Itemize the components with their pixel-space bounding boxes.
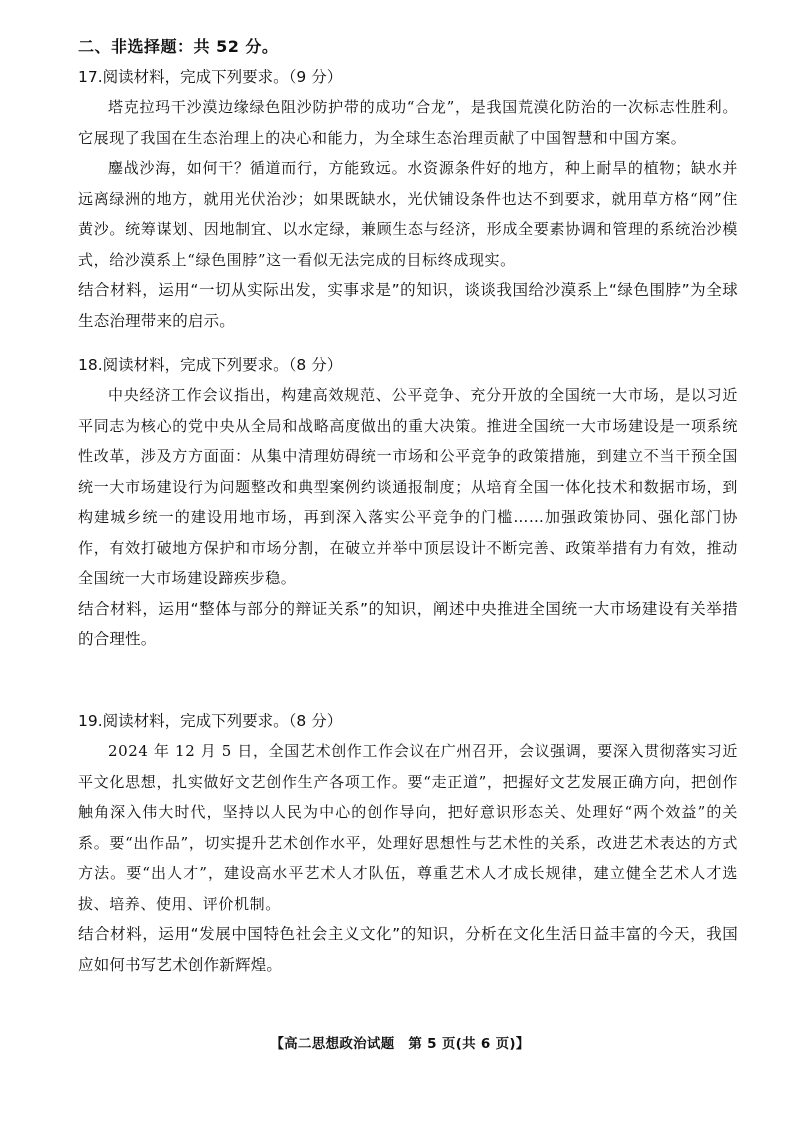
material-paragraph: 鏖战沙海，如何干？循道而行，方能致远。水资源条件好的地方，种上耐旱的植物；缺水并远离绿洲的地方，就用光伏治沙；如果既缺水，光伏铺设条件也达不到要求，就用草方格“网”住黄沙。统筹谋划、因地制宜、以水定绿，兼顾生态与经济，形成全要素协调和管理的系统治沙模式，给沙漠系上“绿色围脖”这一看似无法完成的目标终成现实。: [78, 159, 738, 269]
question-title: 19.阅读材料，完成下列要求。（8 分）: [78, 712, 343, 730]
material-paragraph: 2024 年 12 月 5 日，全国艺术创作工作会议在广州召开，会议强调，要深入贯彻落实习近平文化思想，扎实做好文艺创作生产各项工作。要“走正道”，把握好文艺发展正确方向，把创作触角深入伟大时代，坚持以人民为中心的创作导向，把好意识形态关、处理好“两个效益”的关系。要“出作品”，切实提升艺术创作水平，处理好思想性与艺术性的关系，改进艺术表达的方式方法。要“出人才”，建设高水平艺术人才队伍，尊重艺术人才成长规律，建立健全艺术人才选拔、培养、使用、评价机制。: [78, 742, 738, 913]
section-heading: 二、非选择题：共 52 分。: [78, 37, 279, 56]
question-task: 结合材料，运用“发展中国特色社会主义文化”的知识，分析在文化生活日益丰富的今天，我国应如何书写艺术创作新辉煌。: [78, 925, 738, 974]
question-title: 18.阅读材料，完成下列要求。（8 分）: [78, 356, 343, 374]
question-19: [78, 706, 738, 980]
page-footer: 【高二思想政治试题 第 5 页(共 6 页)】: [270, 1036, 530, 1052]
question-task: 结合材料，运用“一切从实际出发，实事求是”的知识，谈谈我国给沙漠系上“绿色围脖”为全球生态治理带来的启示。: [78, 281, 738, 330]
material-paragraph: 塔克拉玛干沙漠边缘绿色阻沙防护带的成功“合龙”，是我国荒漠化防治的一次标志性胜利。它展现了我国在生态治理上的决心和能力，为全球生态治理贡献了中国智慧和中国方案。: [78, 98, 738, 147]
question-17: [78, 62, 738, 336]
question-18: [78, 350, 738, 655]
question-task: 结合材料，运用“整体与部分的辩证关系”的知识，阐述中央推进全国统一大市场建设有关举措的合理性。: [78, 599, 738, 648]
material-paragraph: 中央经济工作会议指出，构建高效规范、公平竞争、充分开放的全国统一大市场，是以习近平同志为核心的党中央从全局和战略高度做出的重大决策。推进全国统一大市场建设是一项系统性改革，涉及方方面面：从集中清理妨碍统一市场和公平竞争的政策措施，到建立不当干预全国统一大市场建设行为问题整改和典型案例约谈通报制度；从培育全国一体化技术和数据市场，到构建城乡统一的建设用地市场，再到深入落实公平竞争的门槛……加强政策协同、强化部门协作，有效打破地方保护和市场分割，在破立并举中顶层设计不断完善、政策举措有力有效，推动全国统一大市场建设蹄疾步稳。: [78, 386, 738, 587]
question-title: 17.阅读材料，完成下列要求。（9 分）: [78, 68, 343, 86]
